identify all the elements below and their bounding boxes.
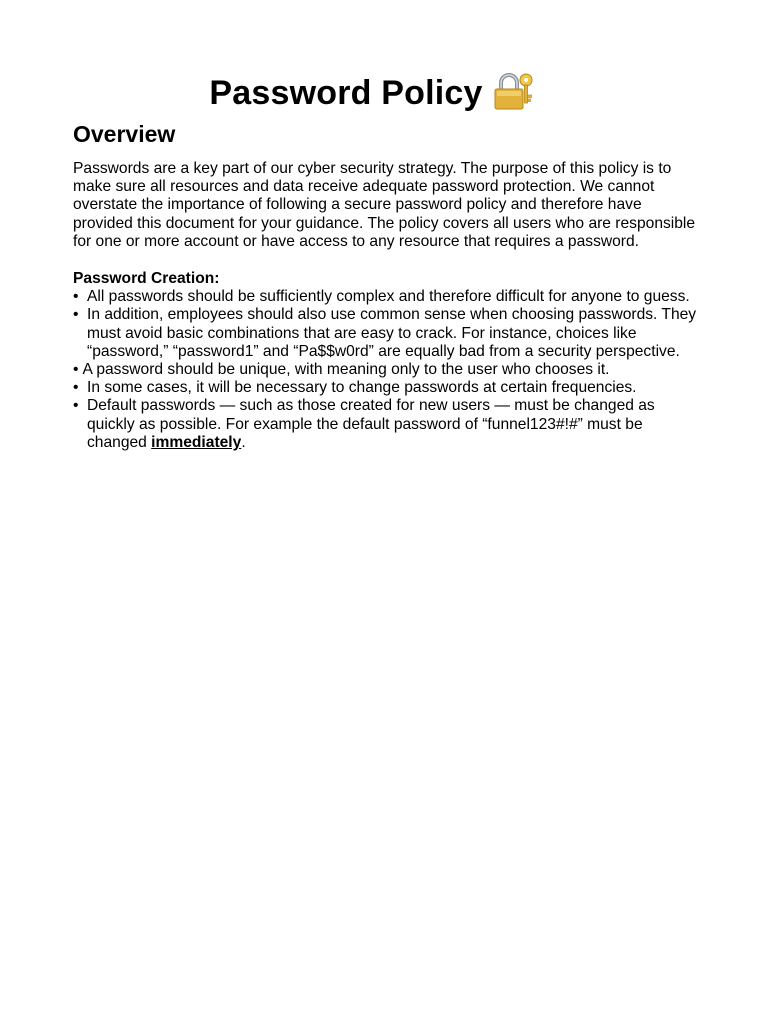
list-item xyxy=(73,397,703,452)
list-item-text: A password should be unique, with meaning only to the user who chooses it. xyxy=(82,361,610,379)
list-item xyxy=(73,361,703,379)
password-creation-list xyxy=(73,288,703,452)
overview-heading: Overview xyxy=(73,121,176,147)
locked-with-key-icon xyxy=(493,71,535,111)
list-item-text: In addition, employees should also use common sense when choosing passwords. They must avoid basic combinations that are easy to crack. For instance, choices like “password,” “password1” and “Pa$$w0rd” are equally bad from a security perspective. xyxy=(87,306,697,360)
list-item xyxy=(73,306,703,361)
bullet-marker: • xyxy=(73,397,79,415)
bullet-marker: • xyxy=(73,288,79,306)
bullet-marker: • xyxy=(73,306,79,324)
list-item-tail: . xyxy=(241,433,246,451)
overview-paragraph: Passwords are a key part of our cyber security strategy. The purpose of this policy is to make sure all resources and data receive adequate password protection. We cannot overstate the importance of following a secure password policy and therefore have provided this document for your guidance. The policy covers all users who are responsible for one or more account or have access to any resource that requires a password. xyxy=(73,160,696,250)
list-item-text: In some cases, it will be necessary to change passwords at certain frequencies. xyxy=(87,379,637,397)
title-row xyxy=(57,70,687,116)
password-creation-heading: Password Creation: xyxy=(73,270,220,288)
emphasis-immediately: immediately xyxy=(151,433,242,451)
bullet-marker: • xyxy=(73,361,79,379)
bullet-marker: • xyxy=(73,379,79,397)
policy-document xyxy=(73,70,703,452)
list-item xyxy=(73,288,703,306)
list-item xyxy=(73,379,703,397)
list-item-text: All passwords should be sufficiently complex and therefore difficult for anyone to guess. xyxy=(87,288,690,306)
page-title: Password Policy xyxy=(209,74,483,112)
list-item-text: Default passwords — such as those created for new users — must be changed as quickly as possible. For example the default password of “funnel123#!#” must be changed xyxy=(87,397,655,451)
